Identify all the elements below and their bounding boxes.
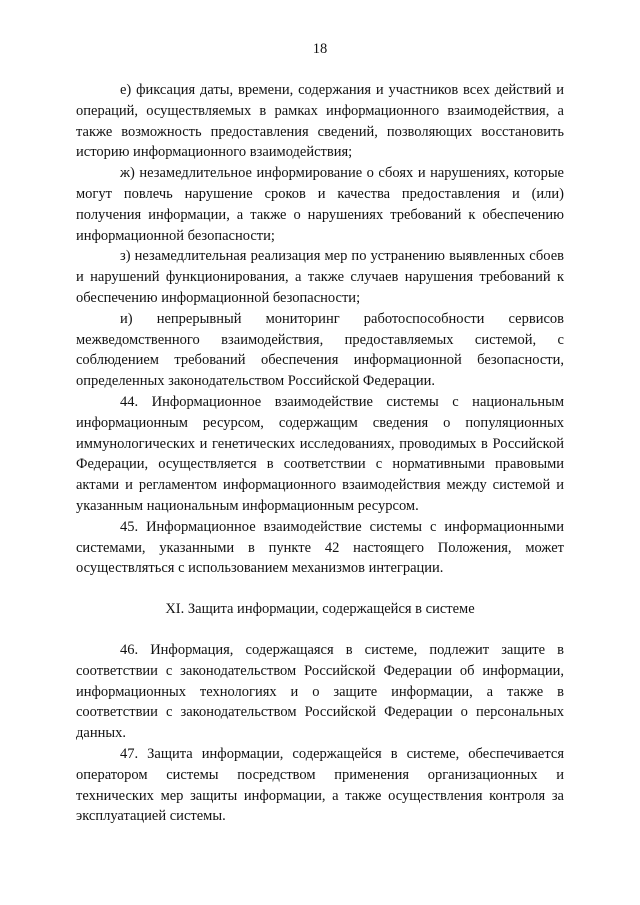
paragraph-item-z: з) незамедлительная реализация мер по устранению выявленных сбоев и нарушений функционирования, а также случаев нарушения требований к обеспечению информационной безопасности; — [76, 248, 564, 306]
page-number: 18 — [312, 41, 328, 57]
paragraph-item-i: и) непрерывный мониторинг работоспособности сервисов межведомственного взаимодействия, предоставляемых системой, с соблюдением требований обеспечения информационной безопасности, определенных законодательством Российской Федерации. — [76, 310, 564, 390]
section-heading: XI. Защита информации, содержащейся в системе — [165, 601, 475, 618]
paragraph-44: 44. Информационное взаимодействие системы с национальным информационным ресурсом, содержащим сведения о популяционных иммунологических и генетических исследованиях, проводимых в Российской Федерации, осуществляется в соответствии с нормативными правовыми актами и регламентом информационного взаимодействия между системой и указанным национальным информационным ресурсом. — [76, 393, 564, 514]
paragraph-47: 47. Защита информации, содержащейся в системе, обеспечивается оператором системы посредством применения организационных и технических мер защиты информации, а также осуществления контроля за эксплуатацией системы. — [76, 745, 564, 825]
paragraph-45: 45. Информационное взаимодействие системы с информационными системами, указанными в пункте 42 настоящего Положения, может осуществляться с использованием механизмов интеграции. — [76, 518, 564, 577]
paragraph-46: 46. Информация, содержащаяся в системе, подлежит защите в соответствии с законодательством Российской Федерации об информации, информационных технологиях и о защите информации, а также в соответствии с законодательством Российской Федерации о персональных данных. — [76, 641, 564, 742]
paragraph-item-e: е) фиксация даты, времени, содержания и участников всех действий и операций, осуществляемых в рамках информационного взаимодействия, а также возможность предоставления сведений, позволяющих восстановить историю информационного взаимодействия; — [76, 82, 564, 161]
document-body — [76, 80, 564, 827]
paragraph-item-zh: ж) незамедлительное информирование о сбоях и нарушениях, которые могут повлечь нарушение сроков и качества предоставления и (или) получения информации, а также о нарушениях требований к обеспечению информационной безопасности; — [76, 165, 564, 244]
